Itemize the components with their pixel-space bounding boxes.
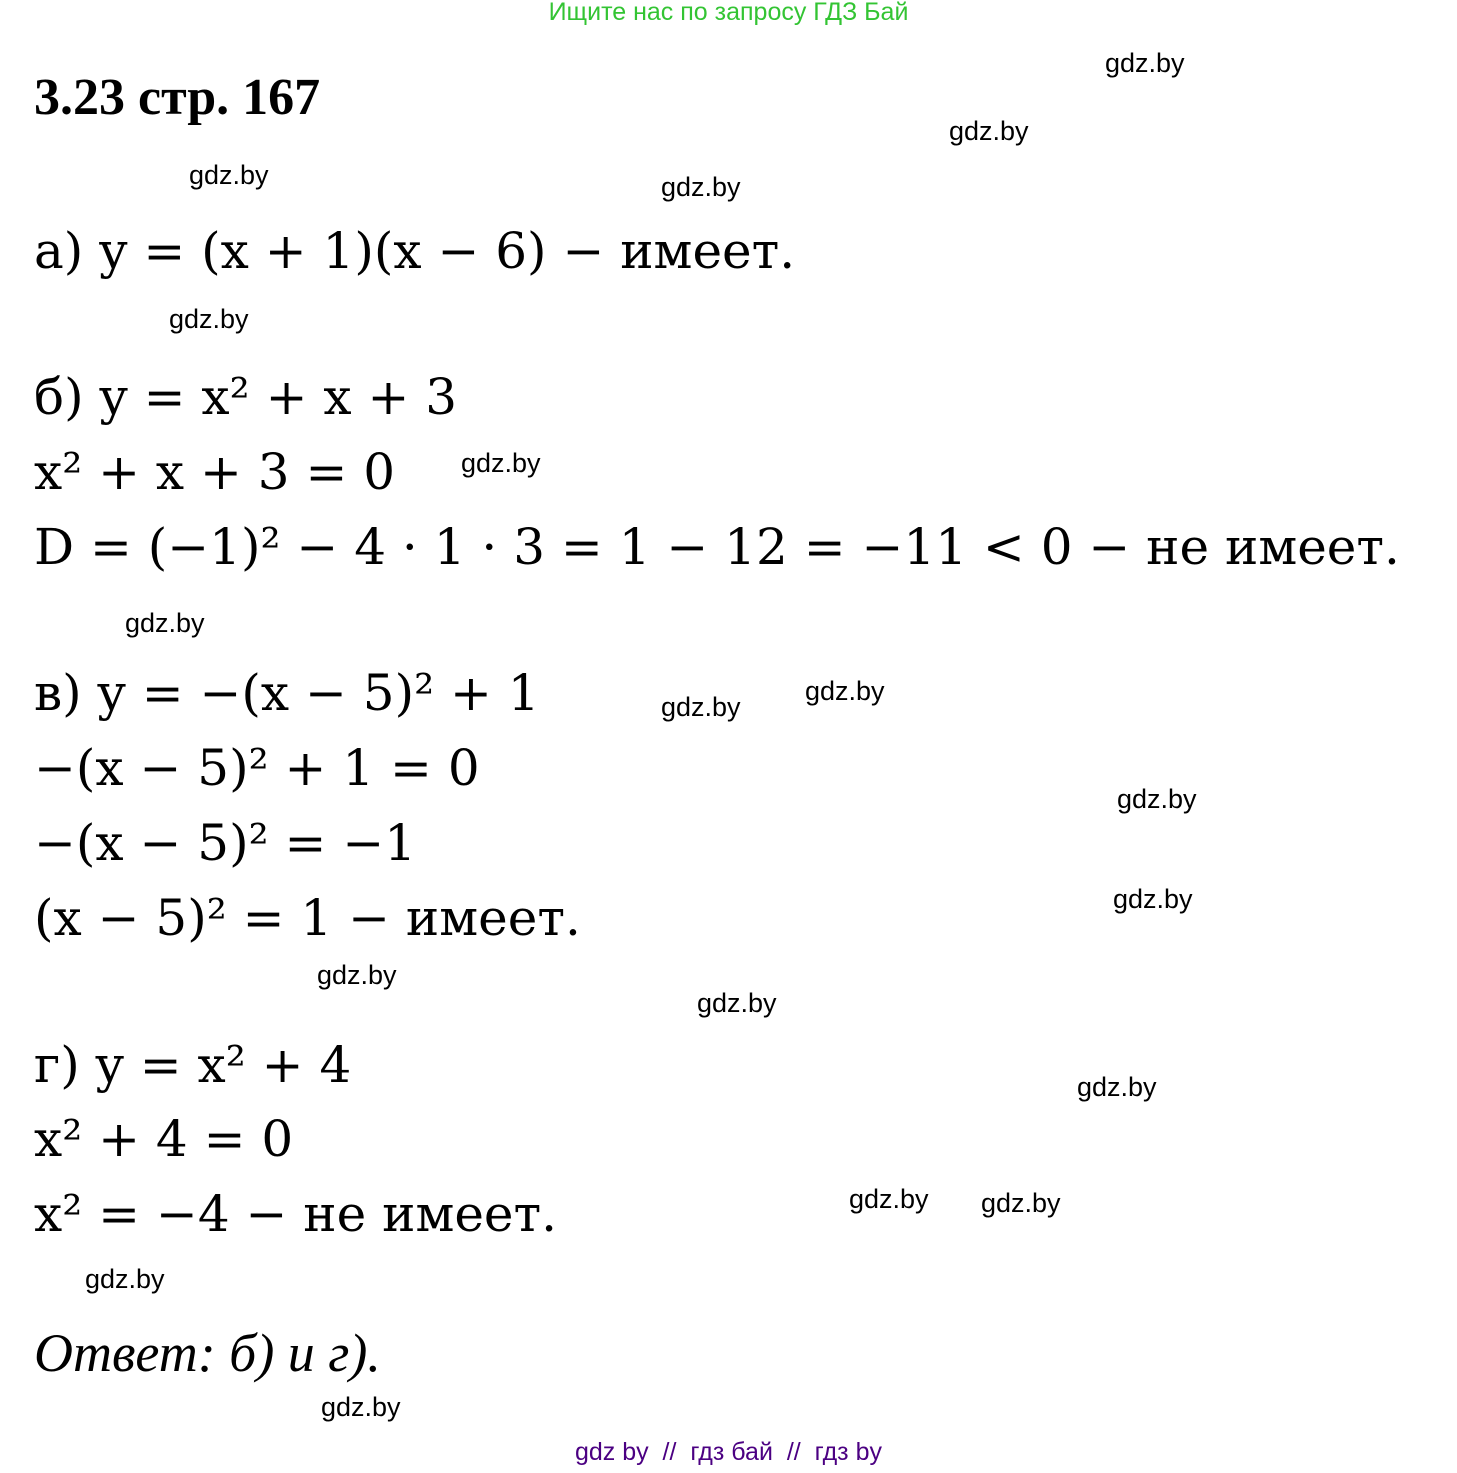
- answer-line: Ответ: б) и г).: [34, 1323, 381, 1383]
- solution-line-b-discriminant: D = (−1)² − 4 · 1 · 3 = 1 − 12 = −11 < 0 − не имеет.: [34, 518, 1400, 576]
- watermark: gdz.by: [949, 116, 1029, 146]
- solution-line-b-equation: x² + x + 3 = 0: [34, 443, 396, 501]
- solution-line-a: а) y = (x + 1)(x − 6) − имеет.: [34, 222, 796, 280]
- watermark: gdz.by: [85, 1264, 165, 1294]
- watermark: gdz.by: [321, 1392, 401, 1422]
- watermark: gdz.by: [1113, 884, 1193, 914]
- watermark: gdz.by: [461, 448, 541, 478]
- watermark: gdz.by: [125, 608, 205, 638]
- top-banner: Ищите нас по запросу ГДЗ Бай: [548, 0, 909, 26]
- solution-line-v-equation: −(x − 5)² + 1 = 0: [34, 739, 480, 797]
- watermark: gdz.by: [1117, 784, 1197, 814]
- watermark: gdz.by: [189, 160, 269, 190]
- solution-line-g: г) y = x² + 4: [34, 1036, 352, 1094]
- watermark: gdz.by: [661, 692, 741, 722]
- solution-line-g-equation: x² + 4 = 0: [34, 1110, 294, 1168]
- watermark: gdz.by: [697, 988, 777, 1018]
- watermark: gdz.by: [1105, 48, 1185, 78]
- solution-line-v-result: (x − 5)² = 1 − имеет.: [34, 889, 581, 947]
- footer-links: gdz by // гдз бай // гдз by: [574, 1438, 882, 1466]
- watermark: gdz.by: [981, 1188, 1061, 1218]
- watermark: gdz.by: [1077, 1072, 1157, 1102]
- solution-line-b: б) y = x² + x + 3: [34, 368, 458, 426]
- watermark: gdz.by: [805, 676, 885, 706]
- watermark: gdz.by: [661, 172, 741, 202]
- solution-line-v: в) y = −(x − 5)² + 1: [34, 664, 540, 722]
- watermark: gdz.by: [849, 1184, 929, 1214]
- watermark: gdz.by: [169, 304, 249, 334]
- solution-line-v-step: −(x − 5)² = −1: [34, 814, 417, 872]
- solution-line-g-result: x² = −4 − не имеет.: [34, 1185, 558, 1243]
- page-title: 3.23 стр. 167: [34, 69, 321, 126]
- watermark: gdz.by: [317, 960, 397, 990]
